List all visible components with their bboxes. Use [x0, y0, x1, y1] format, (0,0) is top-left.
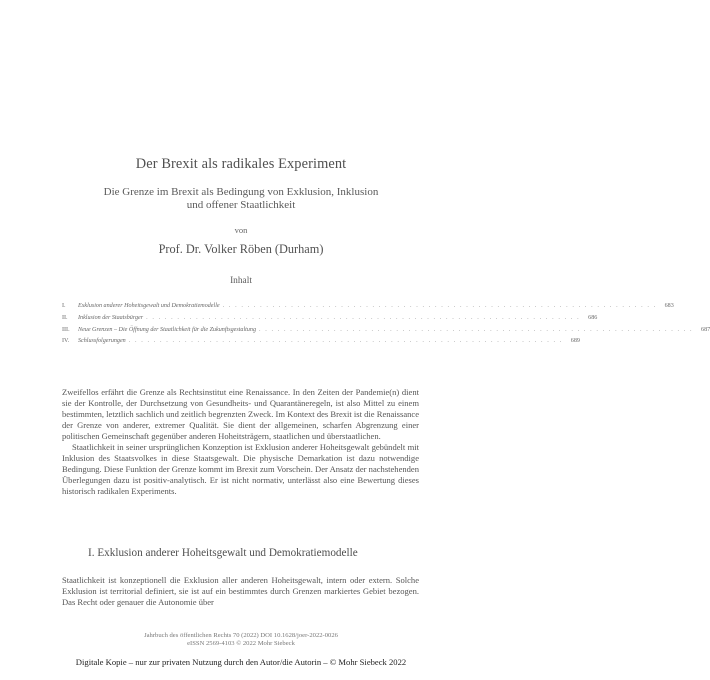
section-text: [62, 575, 419, 608]
journal-citation: Jahrbuch des öffentlichen Rechts 70 (2022) DOI 10.1628/joer-2022-0026: [144, 632, 338, 639]
toc-entry-label: Exklusion anderer Hoheitsgewalt und Demokratiemodelle: [78, 303, 220, 309]
intro-text: [62, 387, 419, 497]
toc-entry-number: II.: [62, 314, 68, 321]
toc-entry-page: 683: [664, 303, 674, 309]
toc-leader-dots: . . . . . . . . . . . . . . . . . . . . . . . . . . . . . . . . . . . . . . . . . . . . . . . . . . . . . . . . . . . . . . . . . . . . . .: [128, 338, 563, 345]
page-footer: [0, 632, 482, 649]
intro-paragraph-1: Zweifellos erfährt die Grenze als Rechtsinstitut eine Renaissance. In den Zeiten der Pandemie(n) dient sie der Kontrolle, der Durchsetzung von Gesundheits- und Quarantäneregeln, ist also Mittel zu einem bestimmten, letztlich sachlich und zeitlich begrenzten Zweck. Im Kontext des Brexit ist die Renaissance der Grenze von anderer, extremer Qualität. Sie dient der allgemeinen, scharfen Abgrenzung einer politischen Gemeinschaft gegenüber anderen Hoheitsträgern, staatlichen und überstaatlichen.: [62, 387, 419, 442]
toc-entry-3[interactable]: [62, 326, 710, 339]
toc-leader-dots: . . . . . . . . . . . . . . . . . . . . . . . . . . . . . . . . . . . . . . . . . . . . . . . . . . . . . . . . . . . . . . . . . . . . . .: [146, 314, 581, 321]
author-name: Prof. Dr. Volker Röben (Durham): [158, 242, 324, 256]
article-title: Der Brexit als radikales Experiment: [135, 156, 347, 172]
toc-entry-number: IV.: [62, 338, 70, 345]
toc-entry-2[interactable]: [62, 314, 598, 327]
toc-entry-page: 687: [701, 326, 710, 333]
copyright-notice: Digitale Kopie – nur zur privaten Nutzung durch den Autor/die Autorin – © Mohr Siebeck 2022: [75, 657, 407, 667]
toc-leader-dots: . . . . . . . . . . . . . . . . . . . . . . . . . . . . . . . . . . . . . . . . . . . . . . . . . . . . . . . . . . . . . . . . . . . . . .: [222, 303, 657, 309]
toc-entry-page: 686: [588, 314, 598, 321]
toc-entry-label: Schlussfolgerungen: [78, 338, 126, 345]
toc-entry-number: I.: [62, 303, 66, 309]
toc-entry-label: Inklusion der Staatsbürger: [78, 314, 144, 321]
toc-heading: Inhalt: [230, 276, 252, 286]
subtitle-line-1: Die Grenze im Brexit als Bedingung von Exklusion, Inklusion: [103, 186, 379, 198]
article-subtitle: [0, 186, 482, 212]
table-of-contents: [62, 303, 710, 350]
section-heading: I. Exklusion anderer Hoheitsgewalt und Demokratiemodelle: [88, 547, 358, 559]
by-label: von: [234, 225, 248, 235]
intro-paragraph-2: Staatlichkeit in seiner ursprünglichen Konzeption ist Exklusion anderer Hoheitsgewalt gebündelt mit Inklusion des Staatsvolkes in diese Staatsgewalt. Die physische Demarkation ist dazu notwendige Bedingung. Diese Funktion der Grenze kommt im Brexit zum Vorschein. Der Ansatz der nachstehenden Überlegungen dazu ist positiv-analytisch. Er ist nicht normativ, unterlässt also eine Bewertung dieses historisch radikalen Experiments.: [62, 442, 419, 497]
toc-entry-page: 689: [570, 338, 580, 345]
toc-entry-1[interactable]: [62, 303, 674, 315]
toc-entry-number: III.: [62, 326, 70, 333]
subtitle-line-2: und offener Staatlichkeit: [186, 199, 296, 211]
issn-line: eISSN 2569-4103 © 2022 Mohr Siebeck: [187, 640, 295, 648]
toc-entry-label: Neue Grenzen – Die Öffnung der Staatlichkeit für die Zukunftsgestaltung: [78, 326, 256, 333]
toc-leader-dots: . . . . . . . . . . . . . . . . . . . . . . . . . . . . . . . . . . . . . . . . . . . . . . . . . . . . . . . . . . . . . . . . . . . . . .: [259, 326, 694, 333]
toc-entry-4[interactable]: [62, 338, 580, 350]
section-paragraph: Staatlichkeit ist konzeptionell die Exklusion aller anderen Hoheitsgewalt, intern oder extern. Solche Exklusion ist territorial definiert, sie ist auf ein bestimmtes durch Grenzen markiertes Gebiet bezogen. Das Recht oder genauer die Autonomie über: [62, 575, 419, 608]
